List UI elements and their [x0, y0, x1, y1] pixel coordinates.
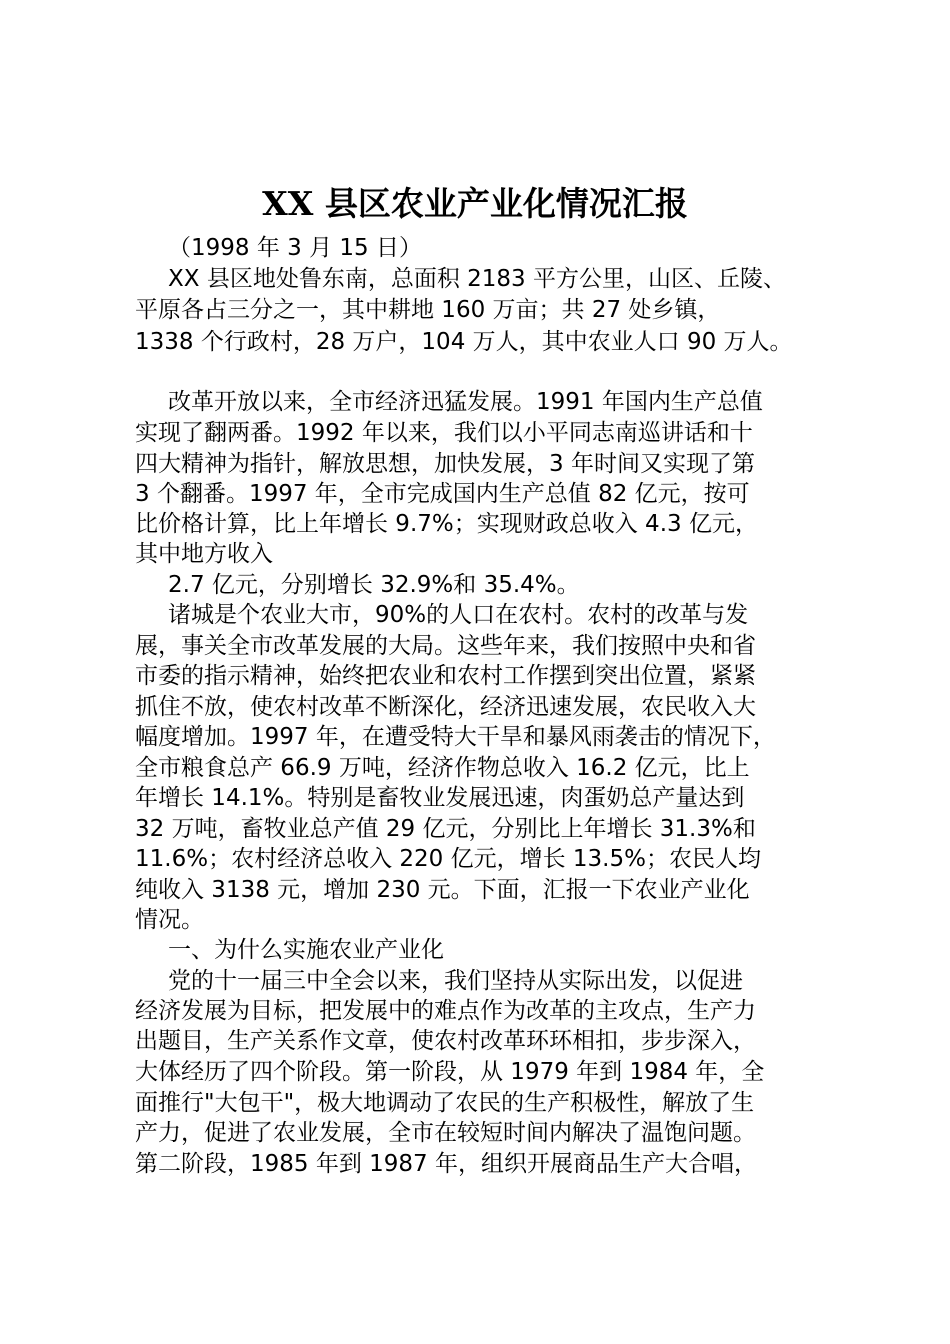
- paragraph-line: 1338 个行政村，28 万户，104 万人，其中农业人口 90 万人。: [135, 329, 793, 355]
- paragraph-line: XX 县区地处鲁东南，总面积 2183 平方公里，山区、丘陵、: [168, 266, 786, 292]
- document-date: （1998 年 3 月 15 日）: [168, 235, 422, 261]
- paragraph-line: 实现了翻两番。1992 年以来，我们以小平同志南巡讲话和十: [135, 420, 753, 446]
- paragraph-line: 全市粮食总产 66.9 万吨，经济作物总收入 16.2 亿元，比上: [135, 755, 750, 781]
- paragraph-line: 市委的指示精神，始终把农业和农村工作摆到突出位置，紧紧: [135, 663, 756, 689]
- paragraph-line: 幅度增加。1997 年，在遭受特大干旱和暴风雨袭击的情况下，: [135, 724, 776, 750]
- paragraph-line: 大体经历了四个阶段。第一阶段，从 1979 年到 1984 年，全: [135, 1059, 765, 1085]
- paragraph-line: 经济发展为目标，把发展中的难点作为改革的主攻点，生产力: [135, 998, 756, 1024]
- paragraph-line: 11.6%；农村经济总收入 220 亿元，增长 13.5%；农民人均: [135, 846, 761, 872]
- paragraph-line: 四大精神为指针，解放思想，加快发展，3 年时间又实现了第: [135, 451, 755, 477]
- paragraph-line: 面推行"大包干"，极大地调动了农民的生产积极性，解放了生: [135, 1090, 755, 1116]
- paragraph-line: 32 万吨，畜牧业总产值 29 亿元，分别比上年增长 31.3%和: [135, 816, 756, 842]
- paragraph-line: 平原各占三分之一，其中耕地 160 万亩；共 27 处乡镇，: [135, 297, 721, 323]
- paragraph-line: 展，事关全市改革发展的大局。这些年来，我们按照中央和省: [135, 633, 756, 659]
- paragraph-line: 纯收入 3138 元，增加 230 元。下面，汇报一下农业产业化: [135, 877, 750, 903]
- paragraph-line: 抓住不放，使农村改革不断深化，经济迅速发展，农民收入大: [135, 694, 756, 720]
- paragraph-line: 出题目，生产关系作文章，使农村改革环环相扣，步步深入，: [135, 1028, 756, 1054]
- paragraph-line: 党的十一届三中全会以来，我们坚持从实际出发，以促进: [168, 968, 743, 994]
- paragraph-line: 产力，促进了农业发展，全市在较短时间内解决了温饱问题。: [135, 1120, 756, 1146]
- paragraph-line: 2.7 亿元，分别增长 32.9%和 35.4%。: [168, 572, 580, 598]
- paragraph-line: 年增长 14.1%。特别是畜牧业发展迅速，肉蛋奶总产量达到: [135, 785, 745, 811]
- paragraph-line: 诸城是个农业大市，90%的人口在农村。农村的改革与发: [168, 602, 749, 628]
- paragraph-line: 3 个翻番。1997 年，全市完成国内生产总值 82 亿元，按可: [135, 481, 750, 507]
- paragraph-line: 其中地方收入: [135, 541, 273, 567]
- document-title: XX 县区农业产业化情况汇报: [262, 184, 688, 223]
- paragraph-line: 情况。: [135, 907, 204, 933]
- paragraph-line: 改革开放以来，全市经济迅猛发展。1991 年国内生产总值: [168, 389, 763, 415]
- section-heading: 一、为什么实施农业产业化: [168, 937, 444, 963]
- paragraph-line: 比价格计算，比上年增长 9.7%；实现财政总收入 4.3 亿元，: [135, 511, 758, 537]
- paragraph-line: 第二阶段，1985 年到 1987 年，组织开展商品生产大合唱，: [135, 1151, 757, 1177]
